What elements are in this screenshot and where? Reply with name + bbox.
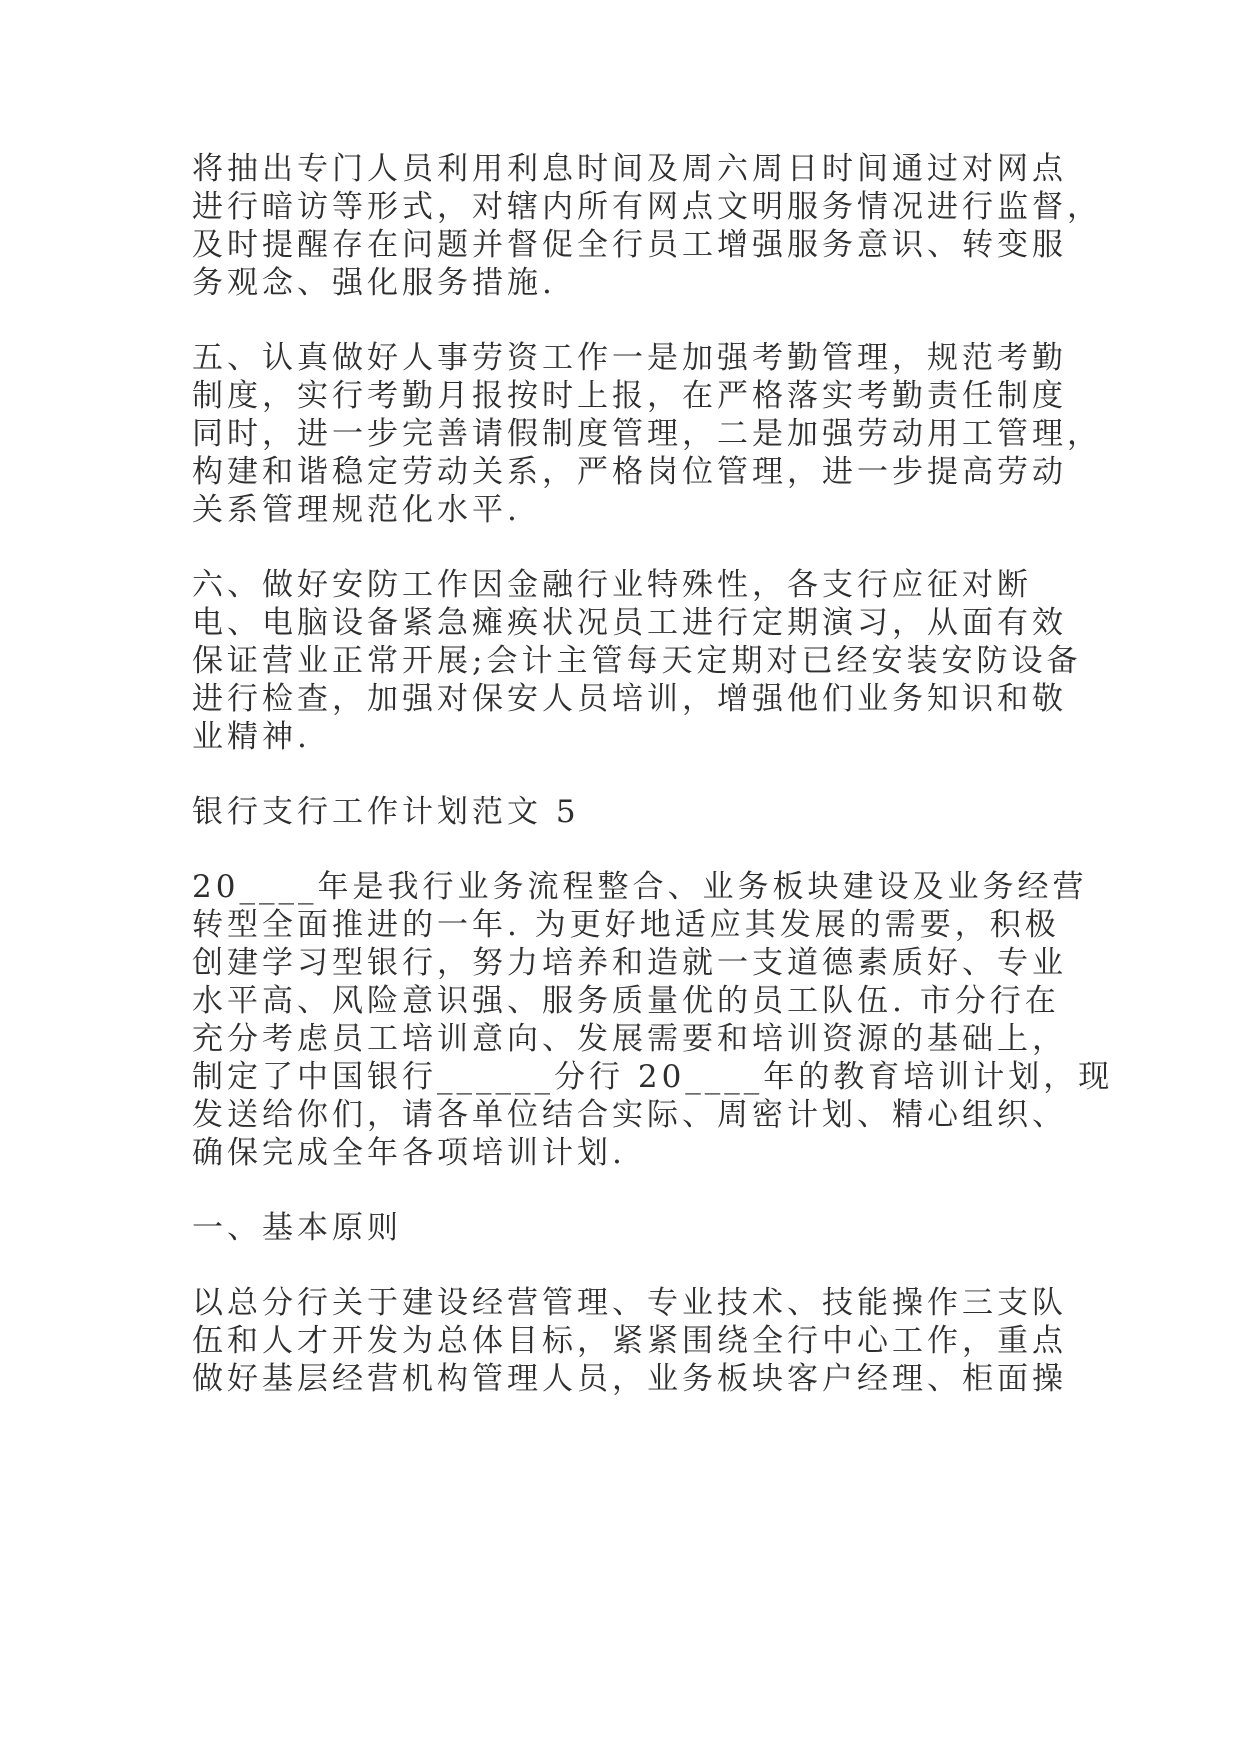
paragraph-basic-principles — [192, 1284, 1072, 1398]
text-line: 制度，实行考勤月报按时上报，在严格落实考勤责任制度 — [192, 378, 1067, 414]
text-line: 六、做好安防工作因金融行业特殊性，各支行应征对断 — [192, 567, 1032, 603]
text-line: 保证营业正常开展;会计主管每天定期对已经安装安防设备 — [192, 643, 1082, 679]
text-line: 做好基层经营机构管理人员，业务板块客户经理、柜面操 — [192, 1361, 1067, 1397]
text-line: 务观念、强化服务措施. — [192, 265, 556, 301]
text-line: 业精神. — [192, 719, 311, 755]
paragraph-personnel-work — [192, 339, 1102, 529]
text-line: 五、认真做好人事劳资工作一是加强考勤管理，规范考勤 — [192, 340, 1067, 376]
section-heading — [192, 793, 1072, 831]
paragraph-training-intro — [192, 868, 1114, 1172]
subsection-heading — [192, 1209, 1072, 1247]
text-line: 同时，进一步完善请假制度管理，二是加强劳动用工管理， — [192, 416, 1102, 452]
text-line: 及时提醒存在问题并督促全行员工增强服务意识、转变服 — [192, 227, 1067, 263]
text-line: 构建和谐稳定劳动关系，严格岗位管理，进一步提高劳动 — [192, 454, 1067, 490]
text-line: 20____年是我行业务流程整合、业务板块建设及业务经营 — [192, 869, 1088, 905]
text-line: 创建学习型银行，努力培养和造就一支道德素质好、专业 — [192, 945, 1067, 981]
text-line: 进行暗访等形式，对辖内所有网点文明服务情况进行监督， — [192, 189, 1102, 225]
paragraph-security-work — [192, 566, 1082, 756]
text-line: 关系管理规范化水平. — [192, 492, 521, 528]
text-line: 以总分行关于建设经营管理、专业技术、技能操作三支队 — [192, 1285, 1067, 1321]
text-line: 水平高、风险意识强、服务质量优的员工队伍. 市分行在 — [192, 983, 1060, 1019]
text-line: 充分考虑员工培训意向、发展需要和培训资源的基础上， — [192, 1021, 1067, 1057]
text-line: 发送给你们，请各单位结合实际、周密计划、精心组织、 — [192, 1097, 1067, 1133]
text-line: 电、电脑设备紧急瘫痪状况员工进行定期演习，从面有效 — [192, 605, 1067, 641]
text-line: 制定了中国银行______分行 20____年的教育培训计划，现 — [192, 1059, 1114, 1095]
text-line: 确保完成全年各项培训计划. — [192, 1135, 626, 1171]
document-body — [192, 150, 1114, 1435]
text-line: 进行检查，加强对保安人员培训，增强他们业务知识和敬 — [192, 681, 1067, 717]
text-line: 将抽出专门人员利用利息时间及周六周日时间通过对网点 — [192, 151, 1067, 187]
text-line: 伍和人才开发为总体目标，紧紧围绕全行中心工作，重点 — [192, 1323, 1067, 1359]
heading-text: 一、基本原则 — [192, 1210, 402, 1246]
paragraph-service-supervision — [192, 150, 1102, 302]
heading-text: 银行支行工作计划范文 5 — [192, 794, 580, 830]
text-line: 转型全面推进的一年. 为更好地适应其发展的需要，积极 — [192, 907, 1060, 943]
